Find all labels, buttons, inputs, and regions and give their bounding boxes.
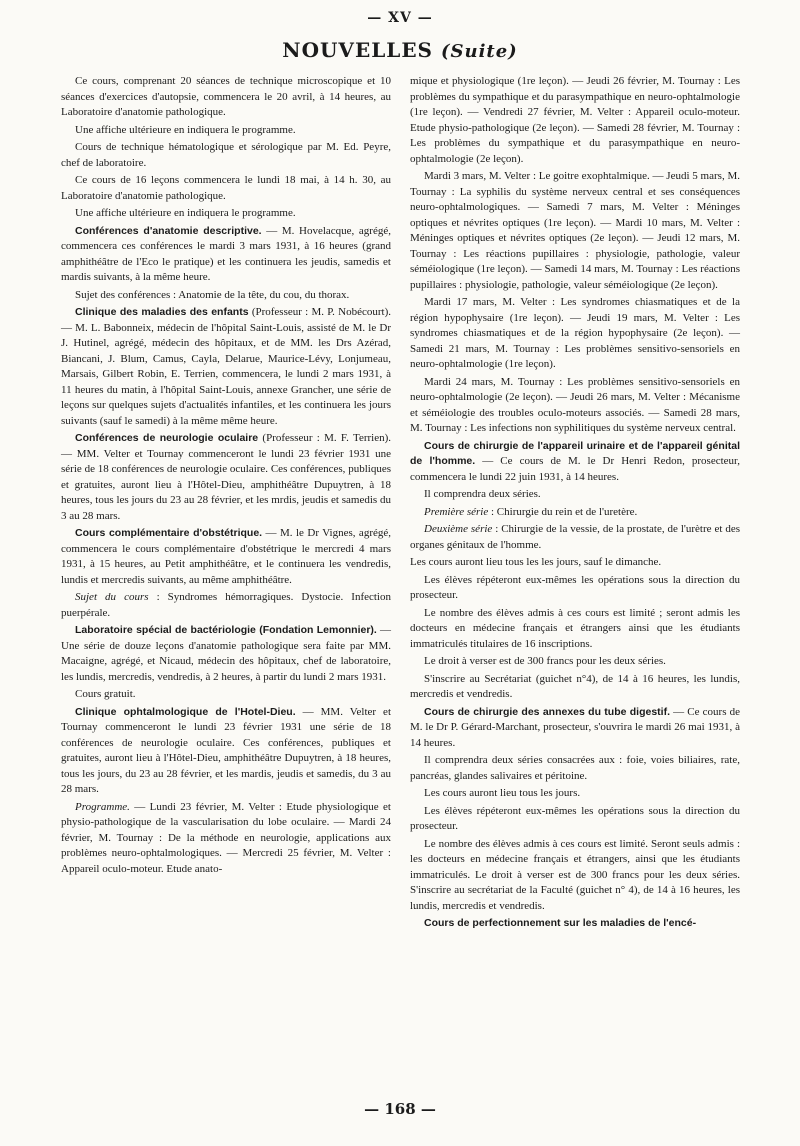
paragraph-text: Le nombre des élèves admis à ces cours est limité ; seront admis les docteurs en médecine français et étrangers ainsi que les étudiants immatriculés titulaires de 16 inscriptions. — [410, 606, 740, 650]
paragraph — [61, 288, 391, 304]
paragraph-text: : Chirurgie du rein et de l'uretère. — [488, 505, 638, 518]
paragraph — [61, 173, 391, 204]
paragraph — [61, 800, 391, 878]
paragraph — [410, 606, 740, 653]
section-heading: Laboratoire spécial de bactériologie (Fondation Lemonnier). — [75, 624, 377, 636]
paragraph-text: Le droit à verser est de 300 francs pour les deux séries. — [424, 655, 666, 667]
paragraph-text: Cours de technique hématologique et sérologique par M. Ed. Peyre, chef de laboratoire. — [61, 141, 391, 169]
paragraph — [410, 295, 740, 373]
paragraph-text: — Lundi 23 février, M. Velter : Etude physiologique et physio-pathologique de la vascularisation du lobe oculaire. — Mardi 24 février, M. Tournay : De la méthode en neurologie, applications aux problèmes neuro-ophtalmologiques. — Mercredi 25 février, M. Velter : Appareil oculo-moteur. Etude anato- — [61, 800, 391, 875]
paragraph — [410, 672, 740, 703]
page-number-bottom: — 168 — — [364, 1100, 436, 1118]
page-number-top: — XV — — [367, 10, 433, 26]
paragraph — [61, 74, 391, 121]
paragraph — [410, 505, 740, 521]
paragraph — [61, 687, 391, 703]
paragraph-text: Mardi 17 mars, M. Velter : Les syndromes chiasmatiques et de la région hypophysaire (1re leçon). — Jeudi 19 mars, M. Velter : Les syndromes chiasmatiques et de la région hypophysaire (2e leçon). — Samedi 21 mars, M. Tournay : Les problèmes sensitivo-sensoriels en neuro-ophtalmologie (1re leçon). — [410, 296, 740, 370]
paragraph — [410, 487, 740, 503]
right-column — [410, 74, 740, 934]
paragraph-text: Une affiche ultérieure en indiquera le programme. — [75, 207, 296, 219]
section-heading: Cours de chirurgie des annexes du tube digestif. — [424, 705, 671, 718]
paragraph-text: — Ce cours de M. le Dr Henri Redon, prosecteur, commencera le lundi 22 juin 1931, à 14 heures. — [410, 455, 741, 483]
paragraph — [61, 224, 391, 286]
paragraph-text: : Chirurgie de la vessie, de la prostate, de l'urètre et des organes génitaux de l'homme. — [410, 523, 741, 551]
paragraph — [410, 916, 740, 932]
paragraph — [61, 206, 391, 222]
paragraph — [61, 140, 391, 171]
italic-lead: Première série — [424, 505, 489, 518]
paragraph — [61, 590, 391, 621]
paragraph — [61, 123, 391, 139]
italic-lead: Deuxième série — [424, 523, 493, 535]
paragraph-text: Cours gratuit. — [75, 688, 136, 700]
section-heading: Cours de chirurgie de l'appareil urinaire et de l'appareil génital de l'homme. — [410, 439, 740, 467]
paragraph-text: Une affiche ultérieure en indiquera le programme. — [75, 123, 296, 136]
section-heading: Conférences d'anatomie descriptive. — [75, 224, 262, 237]
paragraph-text: : Syndromes hémorragiques. Dystocie. Infection puerpérale. — [61, 591, 391, 619]
paragraph-text: S'inscrire au Secrétariat (guichet n°4), de 14 à 16 heures, les lundis, mercredis et vendredis. — [410, 672, 740, 700]
paragraph-text: Ce cours, comprenant 20 séances de technique microscopique et 10 séances d'exercices d'autopsie, commencera le 20 avril, à 14 heures, au Laboratoire d'anatomie pathologique. — [61, 75, 391, 118]
paragraph-text: Mardi 3 mars, M. Velter : Le goitre exophtalmique. — Jeudi 5 mars, M. Tournay : La syphilis du système nerveux central et ses conséquences neuro-ophtalmologiques. — Samedi 7 mars, M. Velter : Méninges optiques et névrites optiques (1re leçon). — Mardi 10 mars, M. Velter : Méninges optiques et névrites optiques (2e leçon). — Jeudi 12 mars, M. Tournay : Les réactions pupillaires : physiologie, pathologie, valeur séméiologique (1re leçon). — Samedi 14 mars, M. Tournay : Les réactions pupillaires : physiologie, pathologie, valeur séméiologique (2e leçon). — [410, 170, 740, 291]
title-suite: (Suite) — [440, 41, 518, 62]
paragraph — [410, 555, 740, 571]
paragraph-text: Sujet des conférences : Anatomie de la tête, du cou, du thorax. — [75, 288, 350, 301]
paragraph — [410, 169, 740, 293]
paragraph-text: Les élèves répéteront eux-mêmes les opérations sous la direction du prosecteur. — [410, 573, 740, 601]
section-heading: Clinique ophtalmologique de l'Hotel-Dieu. — [75, 705, 296, 718]
paragraph-text: Les cours auront lieu tous les les jours, sauf le dimanche. — [410, 556, 662, 568]
section-heading: Cours complémentaire d'obstétrique. — [75, 527, 263, 539]
paragraph — [61, 623, 391, 685]
section-heading: Cours de perfectionnement sur les maladies de l'encé- — [424, 917, 697, 929]
paragraph-text: Il comprendra deux séries consacrées aux : foie, voies biliaires, rate, pancréas, glandes salivaires et péritoine. — [410, 754, 740, 782]
section-heading: Conférences de neurologie oculaire — [75, 432, 259, 444]
italic-lead: Programme. — [75, 800, 130, 813]
paragraph — [410, 573, 740, 604]
paragraph-text: — M. le Dr Vignes, agrégé, commencera le cours complémentaire d'obstétrique le mercredi 4 mars 1931, à 15 heures, au Petit amphithéâtre, et le continuera les vendredis, lundis et mercredis suivants, au même amphithéâtre. — [61, 527, 391, 586]
paragraph-text: Il comprendra deux séries. — [424, 488, 541, 500]
paragraph — [410, 804, 740, 835]
paragraph-text: (Professeur : M. F. Terrien). — MM. Velter et Tournay commenceront le lundi 23 février 1931 une série de 18 conférences de neurologie oculaire. Ces conférences, publiques et gratuites, auront lieu à l'Hôtel-Dieu, amphithéâtre Dupuytren, à 18 heures, tous les jours du 23 au 28 février, et les mrdis, jeudis et samedis du 3 au 28 mars. — [61, 432, 392, 522]
paragraph — [61, 305, 391, 429]
paragraph — [410, 439, 740, 486]
italic-lead: Sujet du cours — [75, 591, 149, 603]
paragraph-text: Les cours auront lieu tous les jours. — [424, 787, 581, 799]
paragraph — [61, 431, 391, 524]
paragraph — [61, 526, 391, 588]
paragraph-text: — Une série de douze leçons d'anatomie pathologique sera faite par MM. Macaigne, agrégé, et Nicaud, médecin des hôpitaux, chef de laboratoire, les lundis, mercredis, vendredis, à 2 heures, à partir du lundi 2 mars 1931. — [61, 624, 391, 683]
paragraph — [410, 522, 740, 553]
paragraph-text: Ce cours de 16 leçons commencera le lundi 18 mai, à 14 h. 30, au Laboratoire d'anatomie pathologique. — [61, 174, 391, 202]
paragraph — [410, 837, 740, 915]
paragraph-text: Le nombre des élèves admis à ces cours est limité. Seront seuls admis : les docteurs en médecine français et étrangers, ainsi que les étudiants immatriculés. Le droit à verser est de 300 francs pour les deux séries. S'inscrire au secrétariat de la Faculté (guichet n° 4), de 14 à 16 heures, les lundis, mercredis et vendredis. — [410, 837, 740, 912]
section-heading: Clinique des maladies des enfants — [75, 306, 249, 318]
paragraph-text: (Professeur : M. P. Nobécourt). — M. L. Babonneix, médecin de l'hôpital Saint-Louis, assisté de M. le Dr J. Hutinel, agrégé, médecin des hôpitaux, et de MM. les Drs Azérad, Biancani, J. Blum, Camus, Cayla, Delarue, Maurice-Lévy, Lonjumeau, Marsais, Gilbert Robin, E. Terrien, commencera, le lundi 2 mars 1931, à 11 heures du matin, à l'hôpital Saint-Louis, annexe Grancher, une série de leçons sur quelques sujets d'actualités infantiles, et les continuera les jours suivants (sauf le samedi) à la même même heure. — [61, 306, 391, 427]
paragraph-text: — MM. Velter et Tournay commenceront le lundi 23 février 1931 une série de 18 conférences de neurologie oculaire. Ces conférences, publiques et gratuites, auront lieu à l'Hôtel-Dieu, amphithéâtre Dupuytren, à 18 heures, tous les jours, du 23 au 28 février, et les mardis, jeudis et samedis, du 3 au 28 mars. — [61, 705, 391, 795]
paragraph — [410, 786, 740, 802]
paragraph — [410, 753, 740, 784]
page-title — [0, 38, 800, 62]
paragraph-text: — Ce cours de M. le Dr P. Gérard-Marchant, prosecteur, s'ouvrira le mardi 26 mai 1931, à 14 heures. — [410, 705, 740, 749]
paragraph — [410, 74, 740, 167]
paragraph-text: Les élèves répéteront eux-mêmes les opérations sous la direction du prosecteur. — [410, 804, 740, 832]
paragraph-text: — M. Hovelacque, agrégé, commencera ces conférences le mardi 3 mars 1931, à 16 heures (grand amphithéâtre de l'Eco le pratique) et les continuera les jeudis, samedis et mardis suivants, à la même heure. — [61, 224, 391, 283]
paragraph — [410, 375, 740, 437]
paragraph-text: Mardi 24 mars, M. Tournay : Les problèmes sensitivo-sensoriels en neuro-ophtalmologie (2e leçon). — Jeudi 26 mars, M. Velter : Mécanisme et séméiologie des troubles oculo-moteurs associés. — Samedi 28 mars, M. Tournay : Les infections non syphilitiques du système nerveux central. — [410, 375, 740, 434]
title-main: NOUVELLES — [282, 38, 433, 62]
paragraph-text: mique et physiologique (1re leçon). — Jeudi 26 février, M. Tournay : Les problèmes du sympathique et du parasympathique en neuro-ophtalmologie (1re leçon). — Vendredi 27 février, M. Velter : Appareil oculo-moteur. Etude physio-pathologique (2e leçon). — Samedi 28 février, M. Tournay : Les problèmes du sympathique et du parasympathique en neuro-ophtalmologie (2e leçon). — [410, 75, 740, 165]
left-column — [61, 74, 391, 879]
paragraph — [61, 705, 391, 798]
paragraph — [410, 705, 740, 752]
paragraph — [410, 654, 740, 670]
